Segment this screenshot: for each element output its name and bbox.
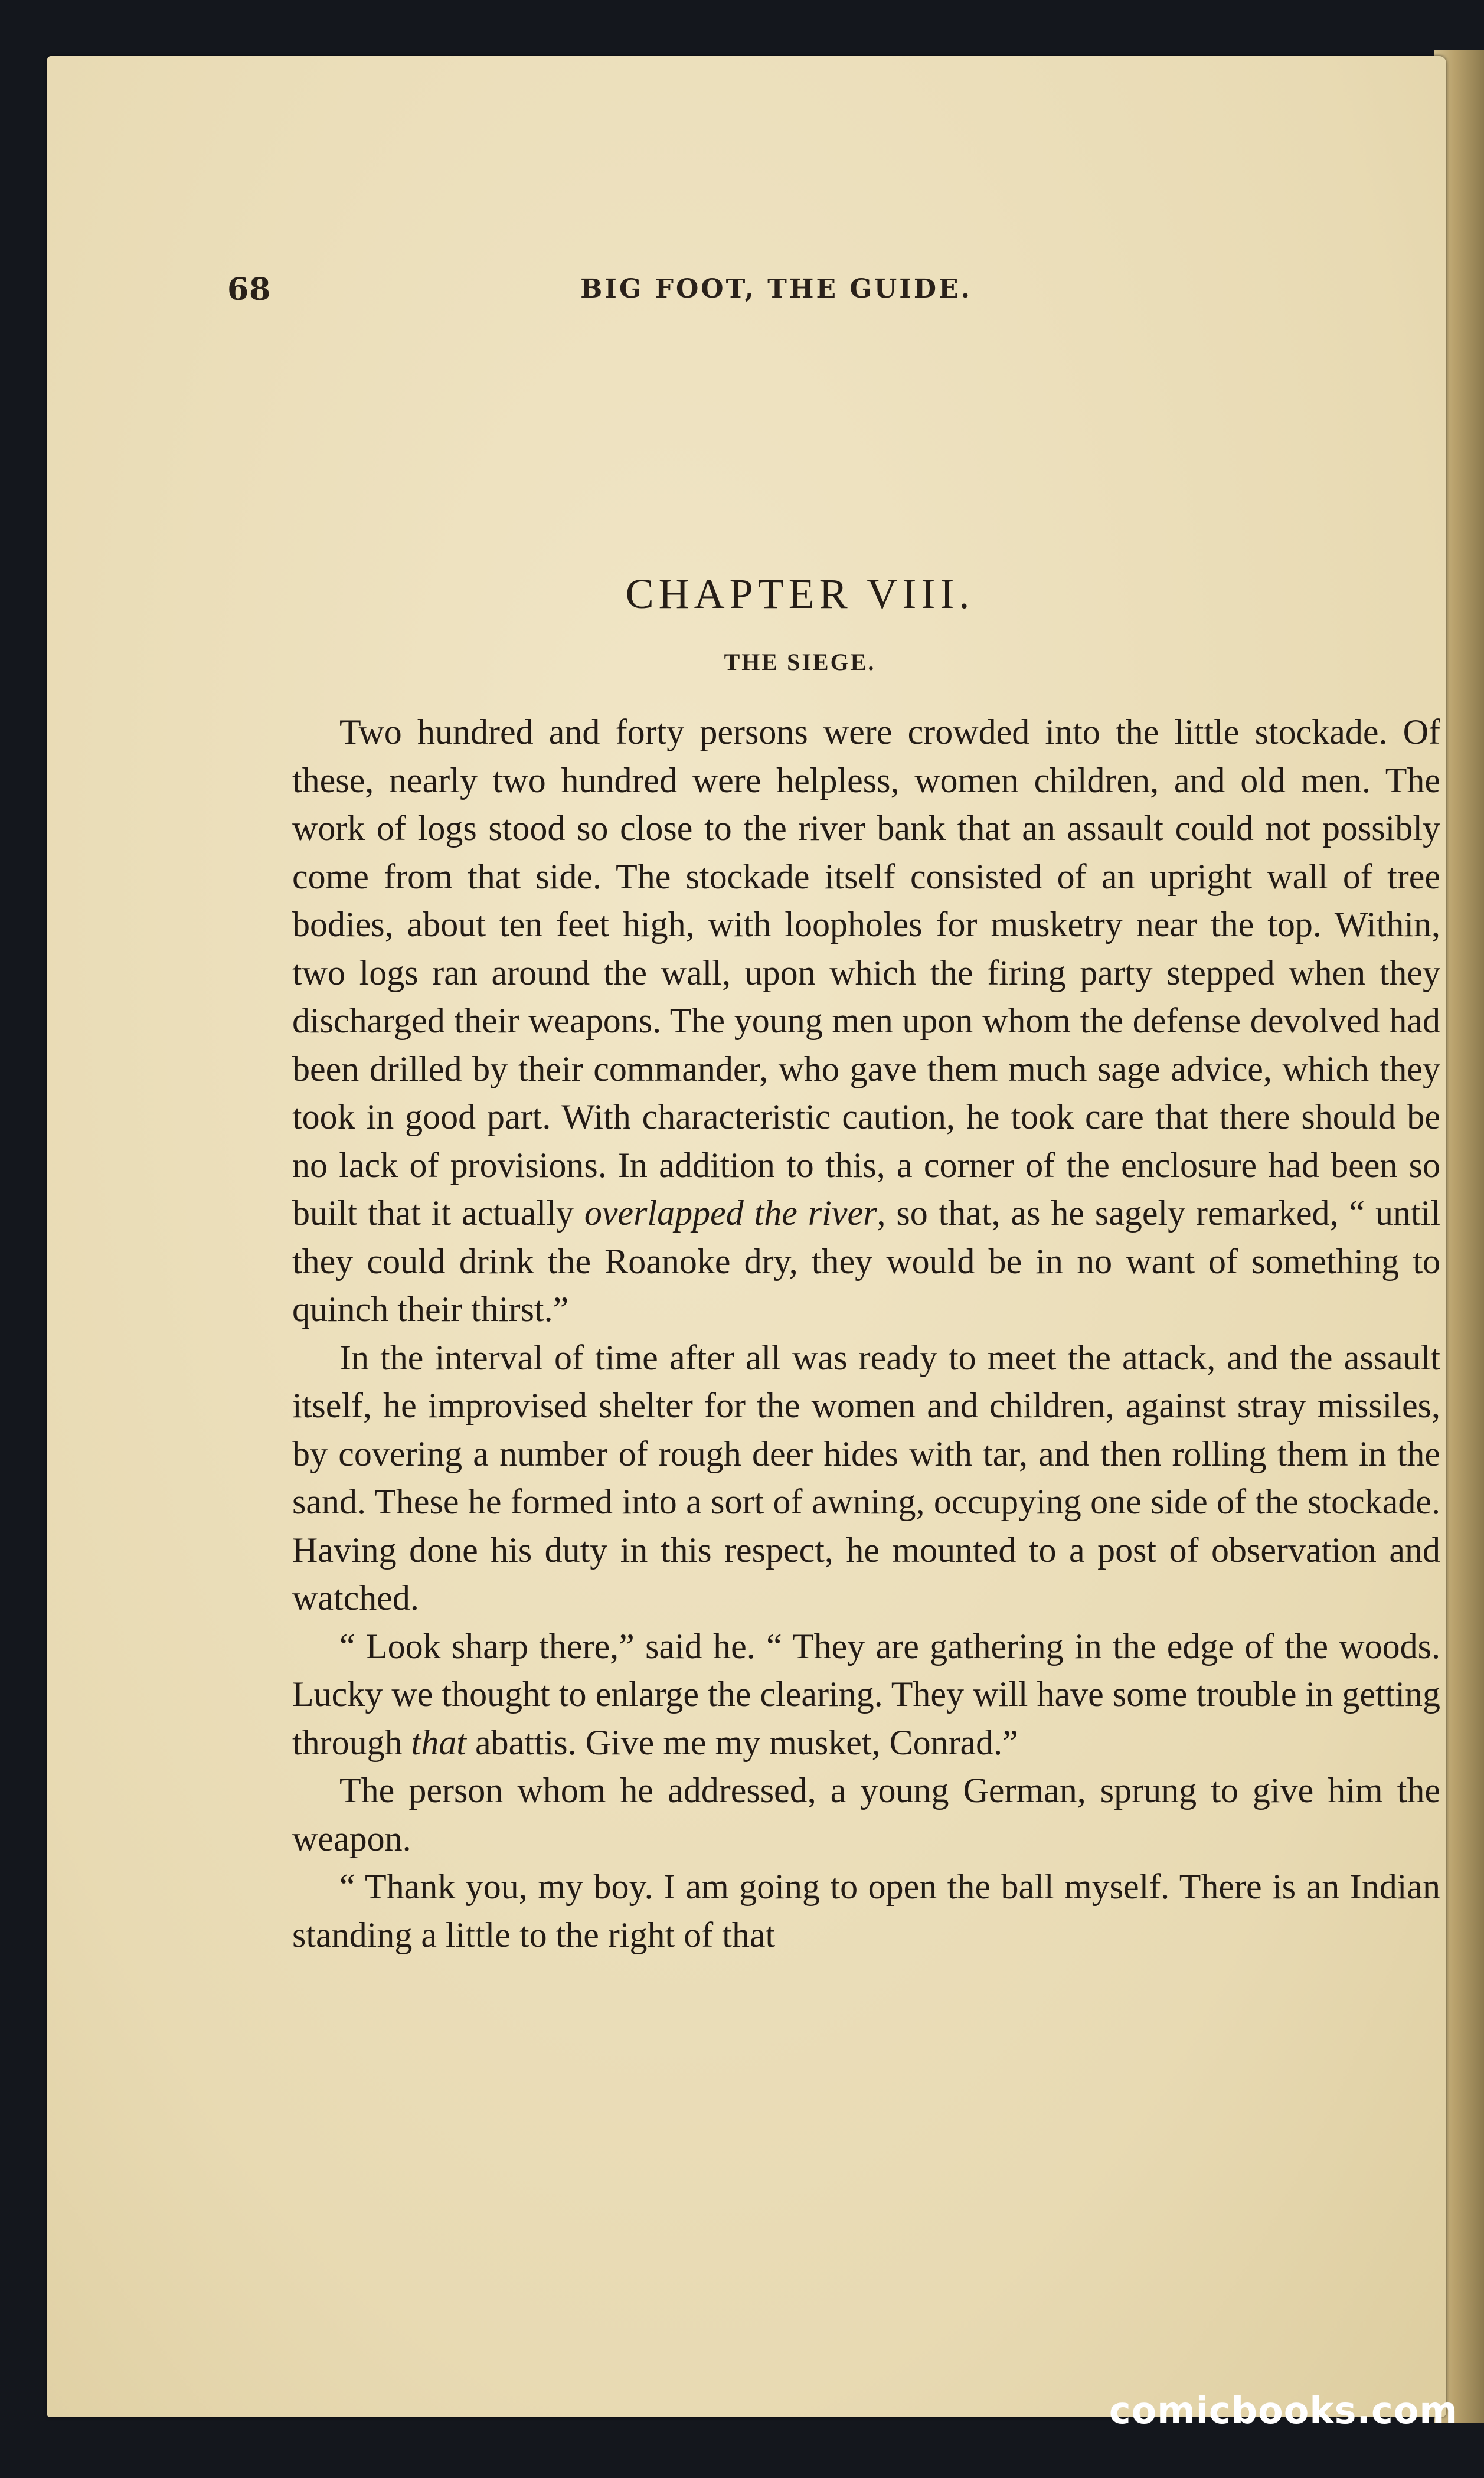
paragraph-text: abattis. Give me my musket, Conrad.” (466, 1722, 1018, 1762)
paragraph (292, 1863, 1440, 1959)
paragraph (292, 1767, 1440, 1863)
running-head: BIG FOOT, THE GUIDE. (580, 274, 972, 304)
emphasis-text: overlapped the river (584, 1194, 877, 1233)
page-header (47, 272, 1446, 313)
paragraph (292, 1623, 1440, 1767)
page-number: 68 (227, 272, 272, 308)
watermark: comicbooks.com (1109, 2389, 1458, 2432)
paragraph (292, 1334, 1440, 1623)
body-text (292, 708, 1440, 1959)
paragraph-text: Two hundred and forty persons were crowded into the little stockade. Of these, nearly two hundred were helpless, women children, and old men. The work of logs stood so close to the river bank that an assault could not possibly come from that side. The stockade itself consisted of an upright wall of tree bodies, about ten feet high, with loopholes for musketry near the top. Within, two logs ran around the wall, upon which the firing party stepped when they discharged their weapons. The young men upon whom the defense devolved had been drilled by their commander, who gave them much sage advice, which they took in good part. With characteristic caution, he took care that there should be no lack of provisions. In addition to this, a corner of the enclosure had been so built that it actually (292, 712, 1440, 1233)
paragraph-text: , so that, as he sagely remarked, “ until they could drink the Roanoke dry, they would be in no want of something to quinch their thirst.” (292, 1194, 1440, 1329)
paragraph-text: “ Look sharp there,” said he. “ They are gathering in the edge of the woods. Lucky we thought to enlarge the clearing. They will have some trouble in getting through (292, 1626, 1440, 1762)
paragraph-text: The person whom he addressed, a young German, sprung to give him the weapon. (292, 1771, 1440, 1858)
paragraph-text: “ Thank you, my boy. I am going to open the ball myself. There is an Indian standing a little to the right of that (292, 1867, 1440, 1954)
chapter-subtitle: THE SIEGE. (724, 649, 876, 675)
paragraph (292, 708, 1440, 1334)
chapter-title: CHAPTER VIII. (625, 570, 975, 617)
book-page (47, 56, 1446, 2417)
emphasis-text: that (411, 1722, 466, 1762)
paragraph-text: In the interval of time after all was ready to meet the attack, and the assault itself, he improvised shelter for the women and children, against stray missiles, by covering a number of rough deer hides with tar, and then rolling them in the sand. These he formed into a sort of awning, occupying one side of the stockade. Having done his duty in this respect, he mounted to a post of observation and watched. (292, 1338, 1440, 1617)
